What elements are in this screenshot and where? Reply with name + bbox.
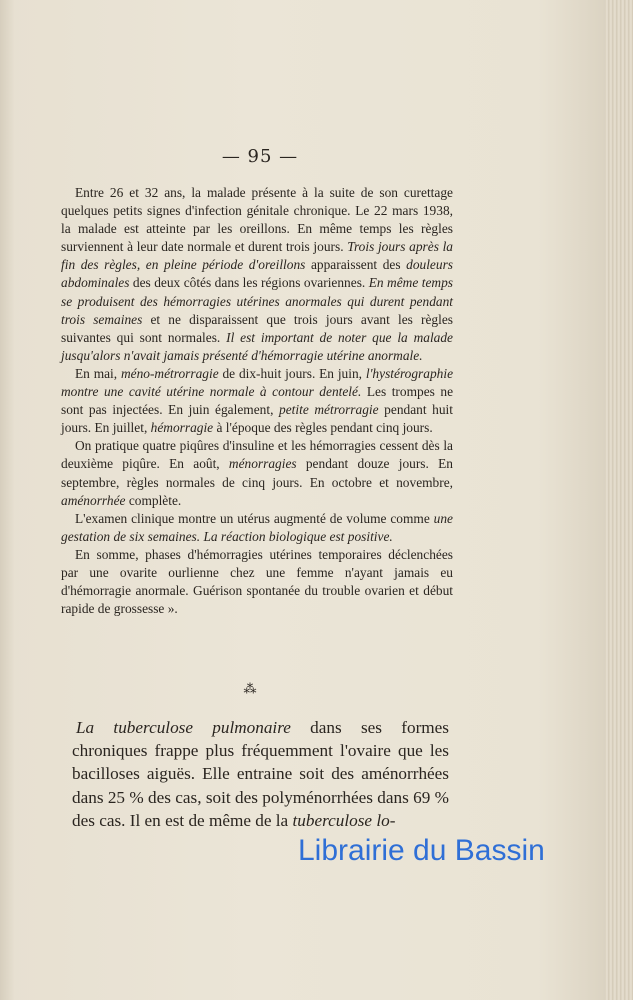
italic-run: aménorrhée: [61, 492, 126, 508]
italic-run: l'hystérographie montre une cavité utérine normale à contour dentelé.: [61, 365, 454, 400]
italic-run: méno-métrorragie: [120, 365, 219, 381]
text-run: En mai,: [75, 365, 121, 381]
paragraph: [61, 184, 453, 365]
text-run: apparaissent des: [305, 257, 407, 273]
italic-run: Il est important de noter que la malade jusqu'alors n'avait jamais présenté d'hémorragie utérine anormale.: [61, 329, 454, 363]
italic-run: une gestation de six semaines. La réaction biologique est positive.: [61, 510, 453, 544]
page-number: — 95 —: [221, 146, 299, 167]
italic-run: La tuberculose pulmonaire: [76, 718, 291, 737]
page-edges: [605, 0, 633, 1000]
italic-run: ménorragies: [228, 456, 297, 472]
text-run: des deux côtés dans les régions ovariennes.: [129, 275, 369, 291]
text-run: En somme, phases d'hémorragies utérines temporaires déclenchées par une ovarite ourlienne chez une femme n'ayant jamais eu d'hémorragie anormale. Guérison spontanée du trouble ovarien et début rapide de grossesse ».: [61, 546, 453, 617]
paragraph: [61, 437, 453, 509]
text-run: et ne disparaissent que trois jours avant les règles suivantes qui sont normales.: [61, 311, 453, 345]
text-run: Entre 26 et 32 ans, la malade présente à la suite de son curettage quelques petits signes d'infection génitale chronique. Le 22 mars 1938, la malade est atteinte par les oreillons. En même temps les règles surviennent à leur date normale et durent trois jours.: [61, 185, 453, 255]
italic-run: petite métrorragie: [279, 402, 379, 418]
paragraph: [61, 510, 453, 546]
italic-run: douleurs abdominales: [61, 257, 453, 291]
paragraph: [61, 546, 453, 618]
large-paragraph: [72, 716, 449, 832]
text-run: dans ses formes chroniques frappe plus fréquemment l'ovaire que les bacilloses aiguës. Elle entraine soit des aménorrhées dans 25 % des cas, soit des polyménorrhées dans 69 % des cas. Il en est de même de la: [72, 718, 449, 830]
watermark-text: Librairie du Bassin: [298, 834, 545, 867]
text-run: pendant huit jours. En juillet,: [61, 402, 453, 436]
paragraph: [61, 365, 453, 437]
text-run: à l'époque des règles pendant cinq jours.: [213, 420, 433, 436]
italic-run: tuberculose lo-: [292, 810, 396, 830]
text-run: On pratique quatre piqûres d'insuline et les hémorragies cessent dès la deuxième piqûre. En août,: [61, 438, 453, 472]
italic-run: hémorragie: [150, 420, 214, 436]
large-paragraph-text: [72, 716, 449, 832]
text-run: pendant douze jours. En septembre, règles normales de cinq jours. En octobre et novembre,: [61, 456, 453, 490]
text-run: L'examen clinique montre un utérus augmenté de volume comme: [75, 510, 434, 526]
text-run: complète.: [125, 492, 182, 508]
text-run: Les trompes ne sont pas injectées. En juin également,: [61, 384, 454, 418]
body-text: [61, 184, 453, 618]
section-separator: ⁂: [243, 682, 257, 697]
text-run: de dix-huit jours. En juin,: [218, 365, 366, 381]
italic-run: En même temps se produisent des hémorragies utérines anormales qui durent pendant trois semaines: [61, 275, 453, 327]
italic-run: Trois jours après la fin des règles, en pleine période d'oreillons: [61, 239, 453, 273]
